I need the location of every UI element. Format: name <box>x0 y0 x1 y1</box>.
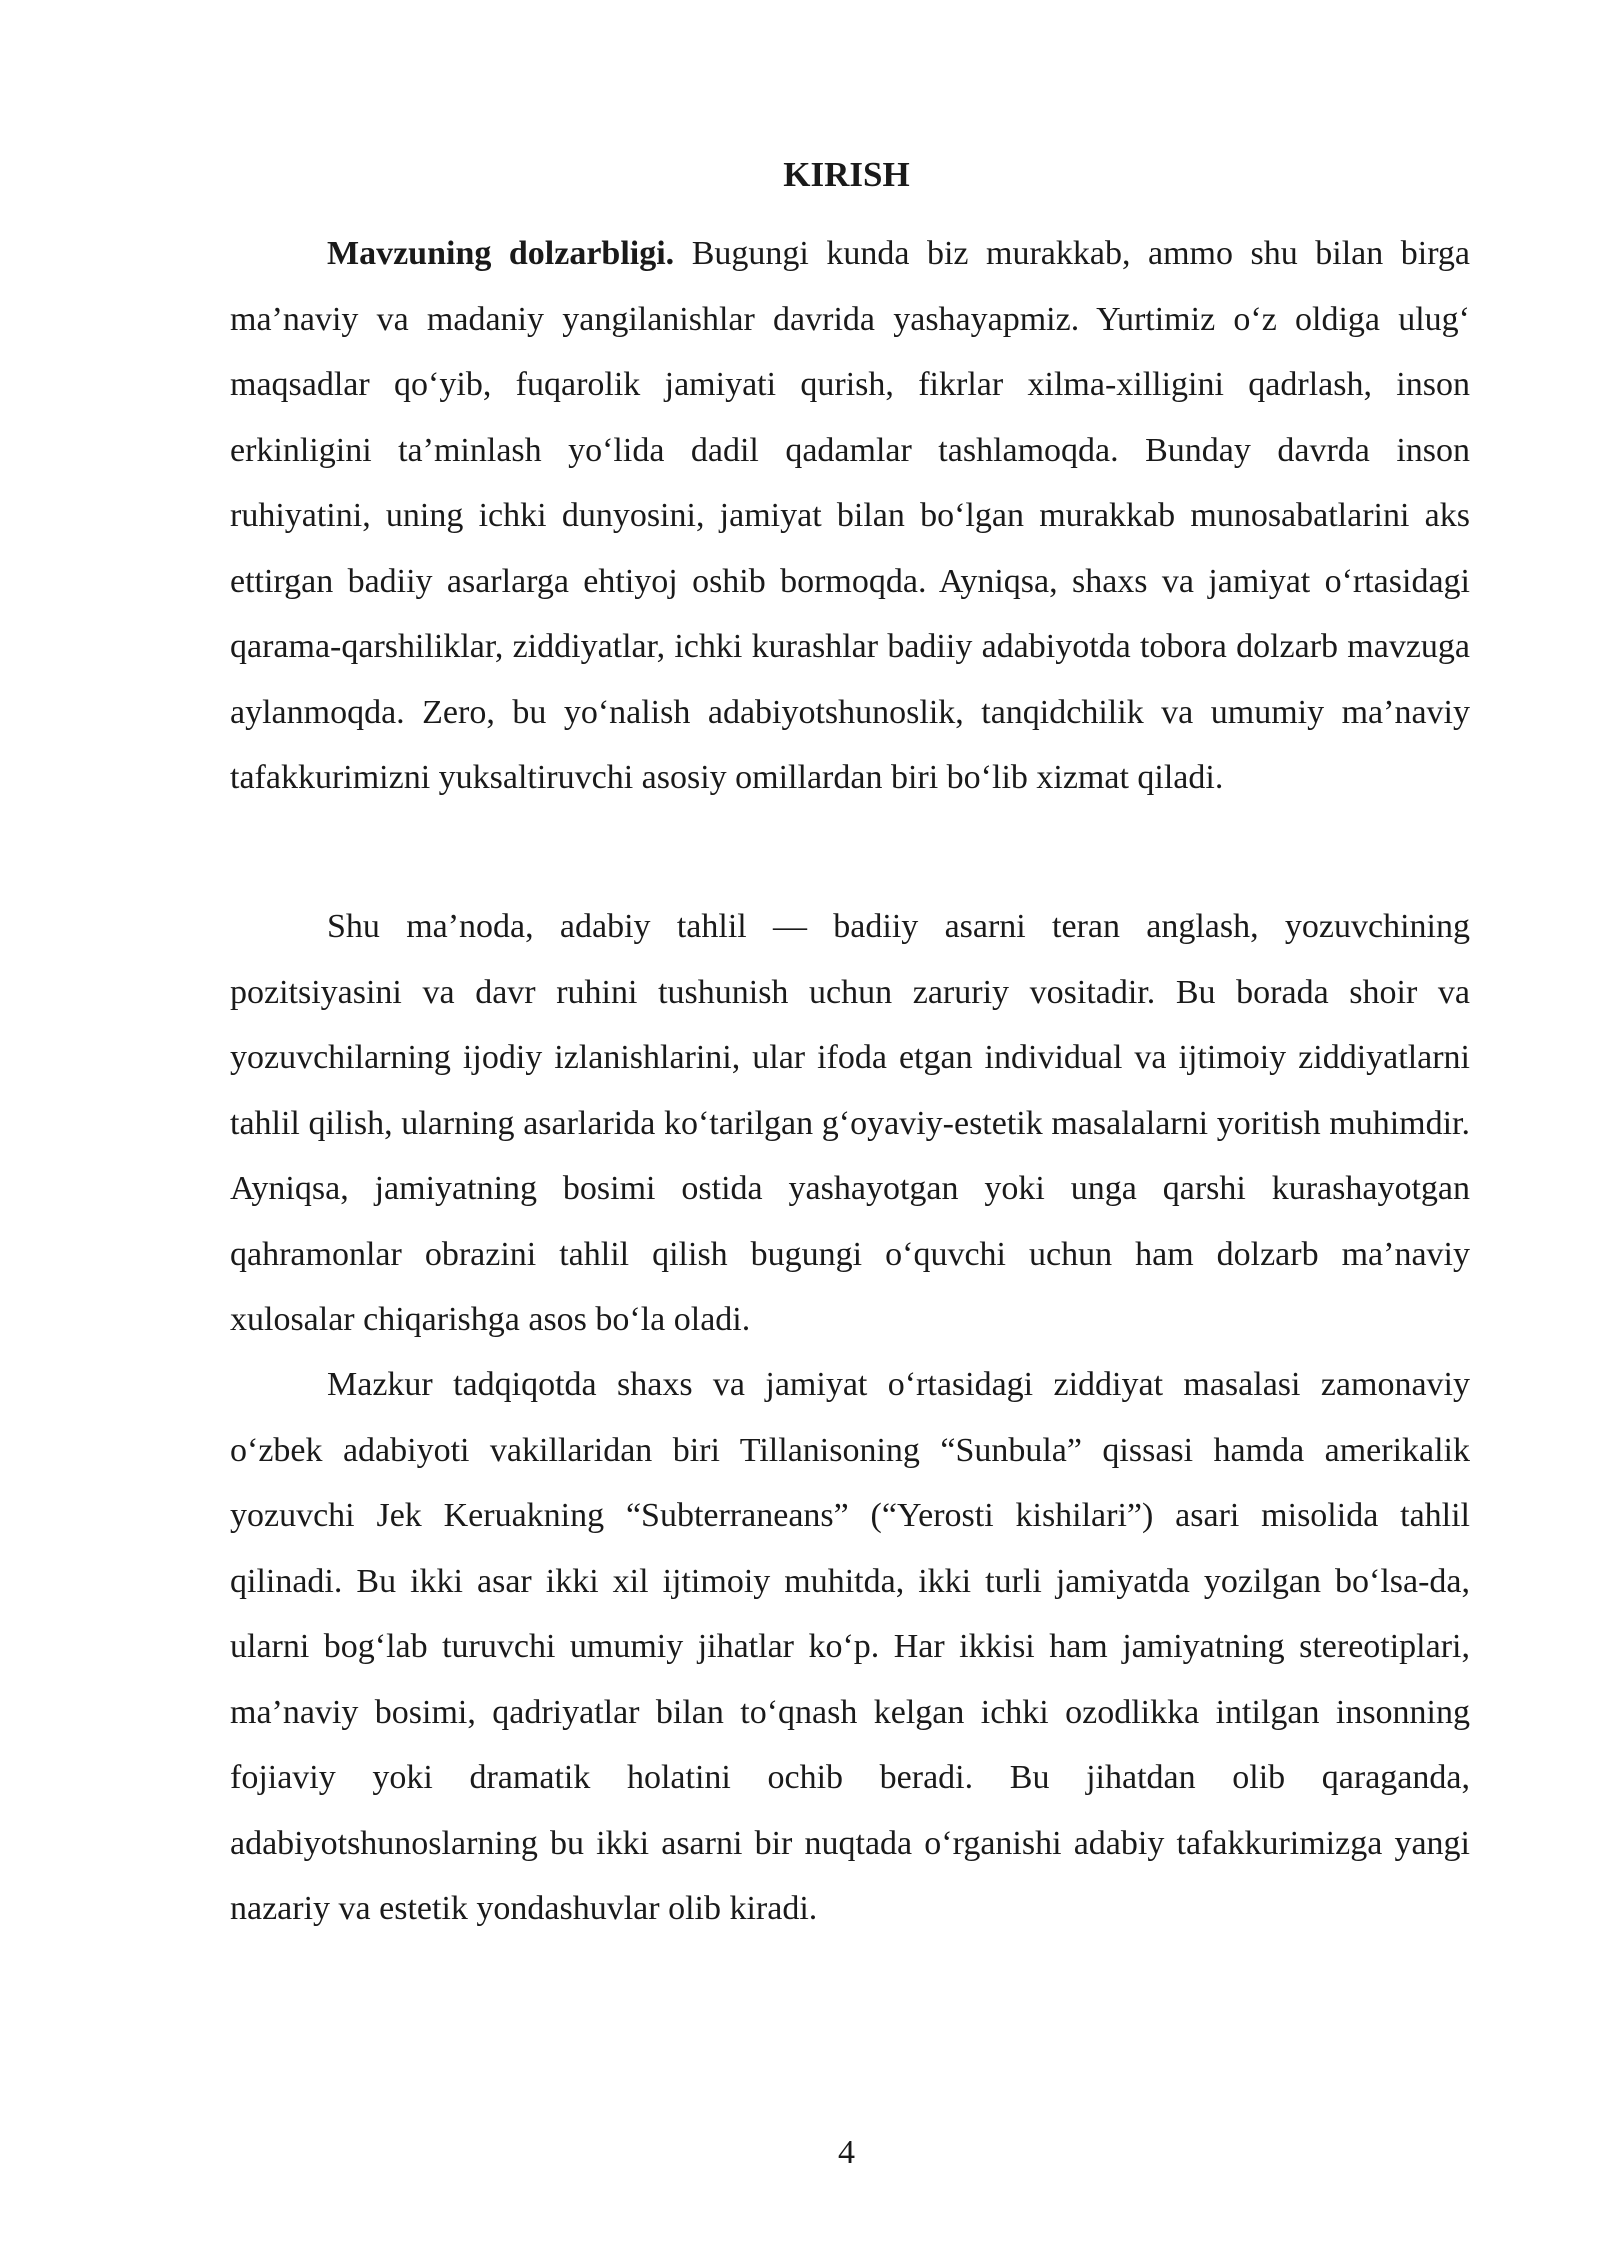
section-heading: KIRISH <box>783 155 910 194</box>
paragraph-body: Bugungi kunda biz murakkab, ammo shu bilan birga ma’naviy va madaniy yangilanishlar davrida yashayapmiz. Yurtimiz o‘z oldiga ulug‘ maqsadlar qo‘yib, fuqarolik jamiyati qurish, fikrlar xilma-xilligini qadrlash, inson erkinligini ta’minlash yo‘lida dadil qadamlar tashlamoqda. Bunday davrda inson ruhiyatini, uning ichki dunyosini, jamiyat bilan bo‘lgan murakkab munosabatlarini aks ettirgan badiiy asarlarga ehtiyoj oshib bormoqda. Ayniqsa, shaxs va jamiyat o‘rtasidagi qarama-qarshiliklar, ziddiyatlar, ichki kurashlar badiiy adabiyotda tobora dolzarb mavzuga aylanmoqda. Zero, bu yo‘nalish adabiyotshunoslik, tanqidchilik va umumiy ma’naviy tafakkurimizni yuksaltiruvchi asosiy omillardan biri bo‘lib xizmat qiladi. <box>230 235 1470 796</box>
paragraph-relevance <box>230 221 1470 811</box>
paragraph-research: Mazkur tadqiqotda shaxs va jamiyat o‘rtasidagi ziddiyat masalasi zamonaviy o‘zbek adabiyoti vakillaridan biri Tillanisoning “Sunbula” qissasi hamda amerikalik yozuvchi Jek Keruakning “Subterraneans” (“Yerosti kishilari”) asari misolida tahlil qilinadi. Bu ikki asar ikki xil ijtimoiy muhitda, ikki turli jamiyatda yozilgan bo‘lsa-da, ularni bog‘lab turuvchi umumiy jihatlar ko‘p. Har ikkisi ham jamiyatning stereotiplari, ma’naviy bosimi, qadriyatlar bilan to‘qnash kelgan ichki ozodlikka intilgan insonning fojiaviy yoki dramatik holatini ochib beradi. Bu jihatdan olib qaraganda, adabiyotshunoslarning bu ikki asarni bir nuqtada o‘rganishi adabiy tafakkurimizga yangi nazariy va estetik yondashuvlar olib kiradi. <box>230 1366 1470 1927</box>
paragraph-lead: Mavzuning dolzarbligi. <box>327 235 675 272</box>
paragraph-analysis: Shu ma’noda, adabiy tahlil — badiiy asarni teran anglash, yozuvchining pozitsiyasini va davr ruhini tushunish uchun zaruriy vositadir. Bu borada shoir va yozuvchilarning ijodiy izlanishlarini, ular ifoda etgan individual va ijtimoiy ziddiyatlarni tahlil qilish, ularning asarlarida ko‘tarilgan g‘oyaviy-estetik masalalarni yoritish muhimdir. Ayniqsa, jamiyatning bosimi ostida yashayotgan yoki unga qarshi kurashayotgan qahramonlar obrazini tahlil qilish bugungi o‘quvchi uchun ham dolzarb ma’naviy xulosalar chiqarishga asos bo‘la oladi. <box>230 908 1470 1338</box>
page-number: 4 <box>838 2134 855 2171</box>
